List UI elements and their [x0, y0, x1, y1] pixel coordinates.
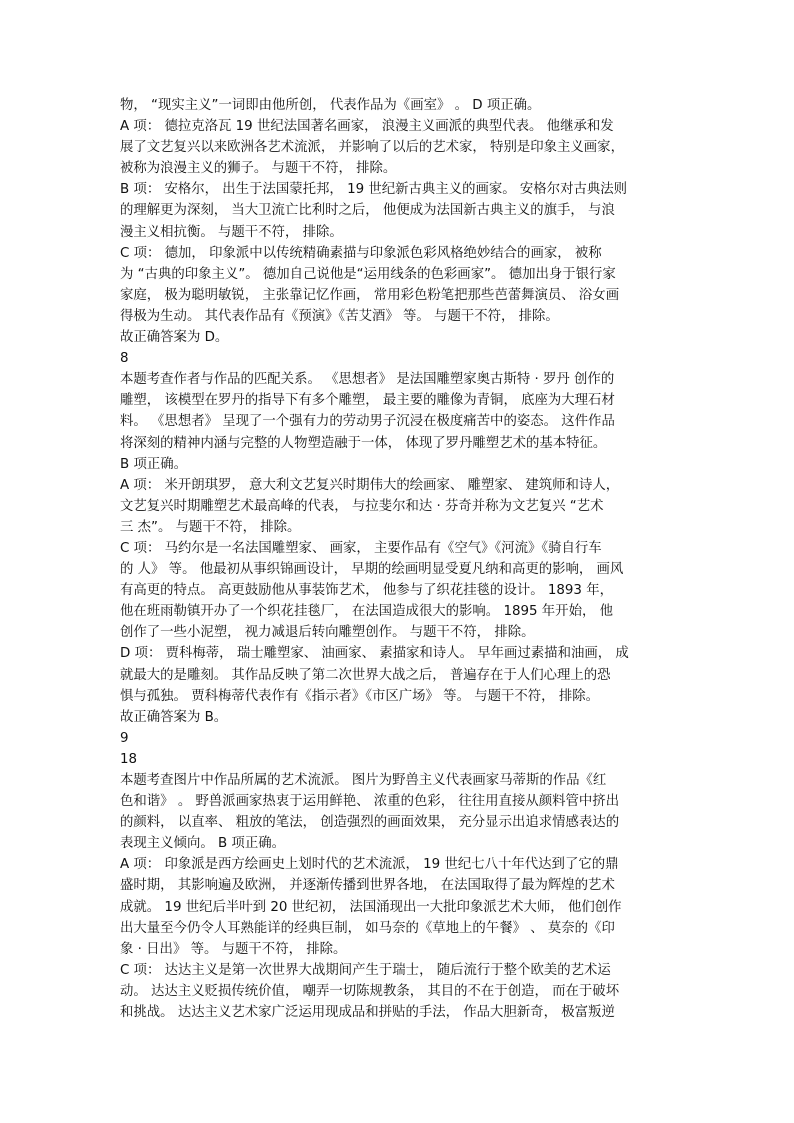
- text-line: 9: [120, 730, 129, 746]
- text-line: 为 “古典的印象主义”。 德加自己说他是“运用线条的色彩画家”。 德加出身于银行家: [120, 266, 616, 282]
- text-line: C 项： 德加， 印象派中以传统精确素描与印象派色彩风格绝妙结合的画家， 被称: [120, 245, 602, 261]
- text-line: 8: [120, 351, 129, 367]
- text-line: 物， “现实主义”一词即由他所创， 代表作品为《画室》 。 D 项正确。: [120, 98, 541, 113]
- text-line: 被称为浪漫主义的狮子。 与题干不符， 排除。: [120, 161, 397, 177]
- text-line: 雕塑， 该模型在罗丹的指导下有多个雕塑， 最主要的雕像为青铜， 底座为大理石材: [120, 393, 615, 409]
- text-line: 三 杰”。 与题干不符， 排除。: [120, 519, 301, 535]
- text-line: 的 人》 等。 他最初从事织锦画设计， 早期的绘画明显受夏凡纳和高更的影响， 画风: [120, 562, 624, 578]
- text-line: B 项正确。: [120, 456, 188, 472]
- text-line: 文艺复兴时期雕塑艺术最高峰的代表， 与拉斐尔和达 · 芬奇并称为文艺复兴 “艺术: [120, 498, 604, 514]
- text-line: A 项： 米开朗琪罗， 意大利文艺复兴时期伟大的绘画家、 雕塑家、 建筑师和诗人，: [120, 477, 620, 493]
- text-line: 的理解更为深刻， 当大卫流亡比利时之后， 他便成为法国新古典主义的旗手， 与浪: [120, 203, 615, 219]
- text-line: 家庭， 极为聪明敏锐， 主张靠记忆作画， 常用彩色粉笔把那些芭蕾舞演员、 浴女画: [120, 287, 620, 303]
- document-page: [120, 95, 675, 1023]
- text-line: 18: [120, 751, 138, 767]
- text-line: 就最大的是雕刻。 其作品反映了第二次世界大战之后， 普遍存在于人们心理上的恐: [120, 667, 611, 683]
- text-line: 创作了一些小泥塑， 视力减退后转向雕塑创作。 与题干不符， 排除。: [120, 625, 535, 641]
- text-line: A 项： 德拉克洛瓦 19 世纪法国著名画家， 浪漫主义画派的典型代表。 他继承和发: [120, 119, 614, 135]
- text-line: 将深刻的精神内涵与完整的人物塑造融于一体， 体现了罗丹雕塑艺术的基本特征。: [120, 435, 607, 451]
- text-line: 出大量至今仍令人耳熟能详的经典巨制， 如马奈的《草地上的午餐》 、 莫奈的《印: [120, 920, 615, 936]
- text-line: 漫主义相抗衡。 与题干不符， 排除。: [120, 224, 343, 240]
- text-line: 盛时期， 其影响遍及欧洲， 并逐渐传播到世界各地， 在法国取得了最为辉煌的艺术: [120, 878, 615, 894]
- text-line: 成就。 19 世纪后半叶到 20 世纪初， 法国涌现出一大批印象派艺术大师， 他们创作: [120, 899, 622, 915]
- text-line: 有高更的特点。 高更鼓励他从事装饰艺术， 他参与了织花挂毯的设计。 1893 年，: [120, 583, 613, 599]
- text-line: A 项： 印象派是西方绘画史上划时代的艺术流派， 19 世纪七八十年代达到了它的鼎: [120, 857, 619, 873]
- text-line: 表现主义倾向。 B 项正确。: [120, 836, 285, 852]
- text-line: 本题考查作者与作品的匹配关系。 《思想者》 是法国雕塑家奥古斯特 · 罗丹 创作的: [120, 372, 615, 388]
- text-line: C 项： 马约尔是一名法国雕塑家、 画家， 主要作品有《空气》《河流》《骑自行车: [120, 540, 602, 556]
- text-line: 故正确答案为 B。: [120, 709, 228, 725]
- text-line: 的颜料， 以直率、 粗放的笔法， 创造强烈的画面效果， 充分显示出追求情感表达的: [120, 815, 620, 831]
- text-line: 和挑战。 达达主义艺术家广泛运用现成品和拼贴的手法， 作品大胆新奇， 极富叛逆: [120, 1005, 615, 1021]
- text-line: 得极为生动。 其代表作品有《预演》《苦艾酒》 等。 与题干不符， 排除。: [120, 308, 559, 324]
- text-line: 料。 《思想者》 呈现了一个强有力的劳动男子沉浸在极度痛苦中的姿态。 这件作品: [120, 414, 615, 430]
- text-line: 故正确答案为 D。: [120, 330, 229, 346]
- text-line: 惧与孤独。 贾科梅蒂代表作有《指示者》《市区广场》 等。 与题干不符， 排除。: [120, 688, 599, 704]
- text-line: C 项： 达达主义是第一次世界大战期间产生于瑞士， 随后流行于整个欧美的艺术运: [120, 962, 611, 978]
- text-line: 他在班雨勒镇开办了一个织花挂毯厂， 在法国造成很大的影响。 1895 年开始， 他: [120, 604, 613, 620]
- text-line: D 项： 贾科梅蒂， 瑞士雕塑家、 油画家、 素描家和诗人。 早年画过素描和油画， 成: [120, 646, 629, 662]
- text-line: B 项： 安格尔， 出生于法国蒙托邦， 19 世纪新古典主义的画家。 安格尔对古典法则: [120, 182, 628, 198]
- text-line: 本题考查图片中作品所属的艺术流派。 图片为野兽主义代表画家马蒂斯的作品《红: [120, 773, 607, 788]
- text-line: 展了文艺复兴以来欧洲各艺术流派， 并影响了以后的艺术家， 特别是印象主义画家，: [120, 140, 624, 156]
- text-line: 色和谐》 。 野兽派画家热衷于运用鲜艳、 浓重的色彩， 往往用直接从颜料管中挤出: [120, 794, 620, 810]
- text-line: 动。 达达主义贬损传统价值， 嘲弄一切陈规教条， 其目的不在于创造， 而在于破坏: [120, 983, 620, 999]
- text-line: 象 · 日出》 等。 与题干不符， 排除。: [120, 941, 347, 957]
